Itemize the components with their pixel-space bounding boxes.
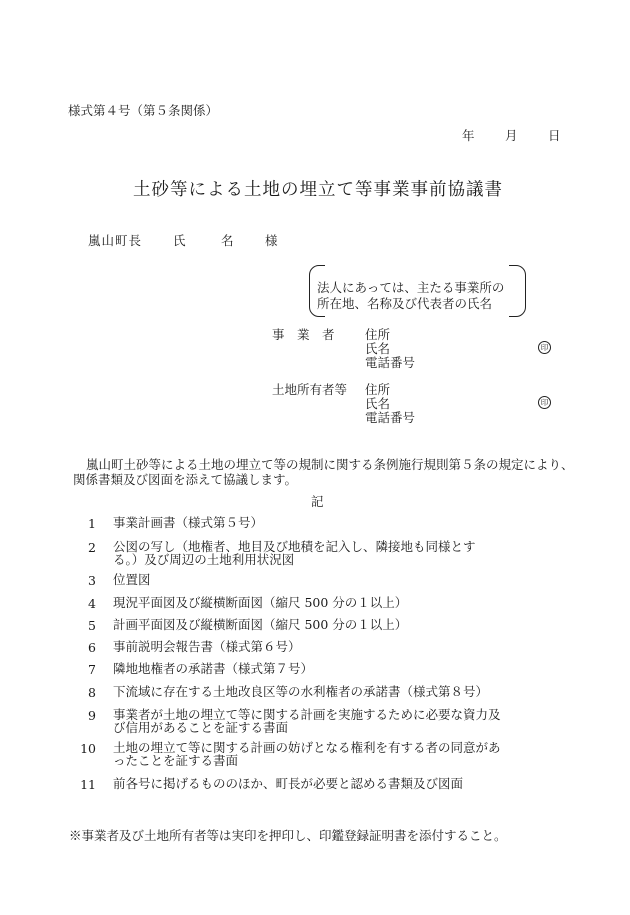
list-item-number: 2 bbox=[88, 540, 96, 555]
body-line-1: 嵐山町土砂等による土地の埋立て等の規制に関する条例施行規則第５条の規定により、 bbox=[86, 457, 574, 472]
form-number: 様式第４号（第５条関係） bbox=[68, 103, 219, 118]
list-item-number: 5 bbox=[88, 618, 96, 633]
list-item: 位置図 bbox=[113, 572, 151, 587]
list-item: 公図の写し（地権者、地目及び地積を記入し、隣接地も同様とす bbox=[113, 539, 476, 554]
landowner-phone-label: 電話番号 bbox=[365, 410, 416, 425]
addressee-mei: 名 bbox=[221, 233, 234, 248]
list-item: 現況平面図及び縦横断面図（縮尺 500 分の１以上） bbox=[113, 595, 408, 610]
addressee-mayor: 嵐山町長 bbox=[88, 233, 143, 248]
list-item-number: 8 bbox=[88, 685, 96, 700]
list-item: 計画平面図及び縦横断面図（縮尺 500 分の１以上） bbox=[113, 617, 408, 632]
list-item-number: 7 bbox=[88, 662, 96, 677]
list-item-number: 1 bbox=[88, 516, 96, 531]
footnote: ※事業者及び土地所有者等は実印を押印し、印鑑登録証明書を添付すること。 bbox=[69, 828, 507, 843]
addressee-sama: 様 bbox=[265, 233, 278, 248]
landowner-label: 土地所有者等 bbox=[272, 382, 348, 397]
ki-heading: 記 bbox=[311, 494, 324, 509]
landowner-address-label: 住所 bbox=[365, 382, 391, 397]
list-item-continuation: る。）及び周辺の土地利用状況図 bbox=[113, 552, 295, 567]
list-item-number: 10 bbox=[80, 741, 96, 756]
operator-seal-mark: 印 bbox=[538, 341, 551, 354]
list-item-continuation: び信用があることを証する書面 bbox=[113, 720, 289, 735]
body-line-2: 関係書類及び図面を添えて協議します。 bbox=[73, 472, 298, 487]
corp-note-line1: 法人にあっては、主たる事業所の bbox=[317, 280, 505, 295]
corp-note-line2: 所在地、名称及び代表者の氏名 bbox=[317, 296, 493, 311]
operator-address-label: 住所 bbox=[365, 327, 391, 342]
list-item: 土地の埋立て等に関する計画の妨げとなる権利を有する者の同意があ bbox=[113, 740, 501, 755]
addressee-shi: 氏 bbox=[173, 233, 186, 248]
list-item: 事業計画書（様式第５号） bbox=[113, 515, 264, 530]
list-item: 前各号に掲げるもののほか、町長が必要と認める書類及び図面 bbox=[113, 776, 464, 791]
list-item-continuation: ったことを証する書面 bbox=[113, 753, 239, 768]
list-item: 下流域に存在する土地改良区等の水利権者の承諾書（様式第８号） bbox=[113, 684, 489, 699]
landowner-name-label: 氏名 bbox=[365, 396, 391, 411]
date-year: 年 bbox=[462, 128, 475, 143]
landowner-seal-mark: 印 bbox=[538, 396, 551, 409]
list-item: 事前説明会報告書（様式第６号） bbox=[113, 639, 301, 654]
date-month: 月 bbox=[505, 128, 518, 143]
operator-name-label: 氏名 bbox=[365, 341, 391, 356]
list-item-number: 11 bbox=[80, 777, 96, 792]
document-title: 土砂等による土地の埋立て等事業事前協議書 bbox=[133, 180, 503, 200]
list-item: 隣地地権者の承諾書（様式第７号） bbox=[113, 661, 314, 676]
list-item-number: 6 bbox=[88, 640, 96, 655]
operator-label: 事 業 者 bbox=[272, 327, 335, 342]
list-item-number: 9 bbox=[88, 708, 96, 723]
list-item: 事業者が土地の埋立て等に関する計画を実施するために必要な資力及 bbox=[113, 707, 501, 722]
operator-phone-label: 電話番号 bbox=[365, 355, 416, 370]
list-item-number: 3 bbox=[88, 573, 96, 588]
date-day: 日 bbox=[548, 128, 561, 143]
list-item-number: 4 bbox=[88, 596, 96, 611]
